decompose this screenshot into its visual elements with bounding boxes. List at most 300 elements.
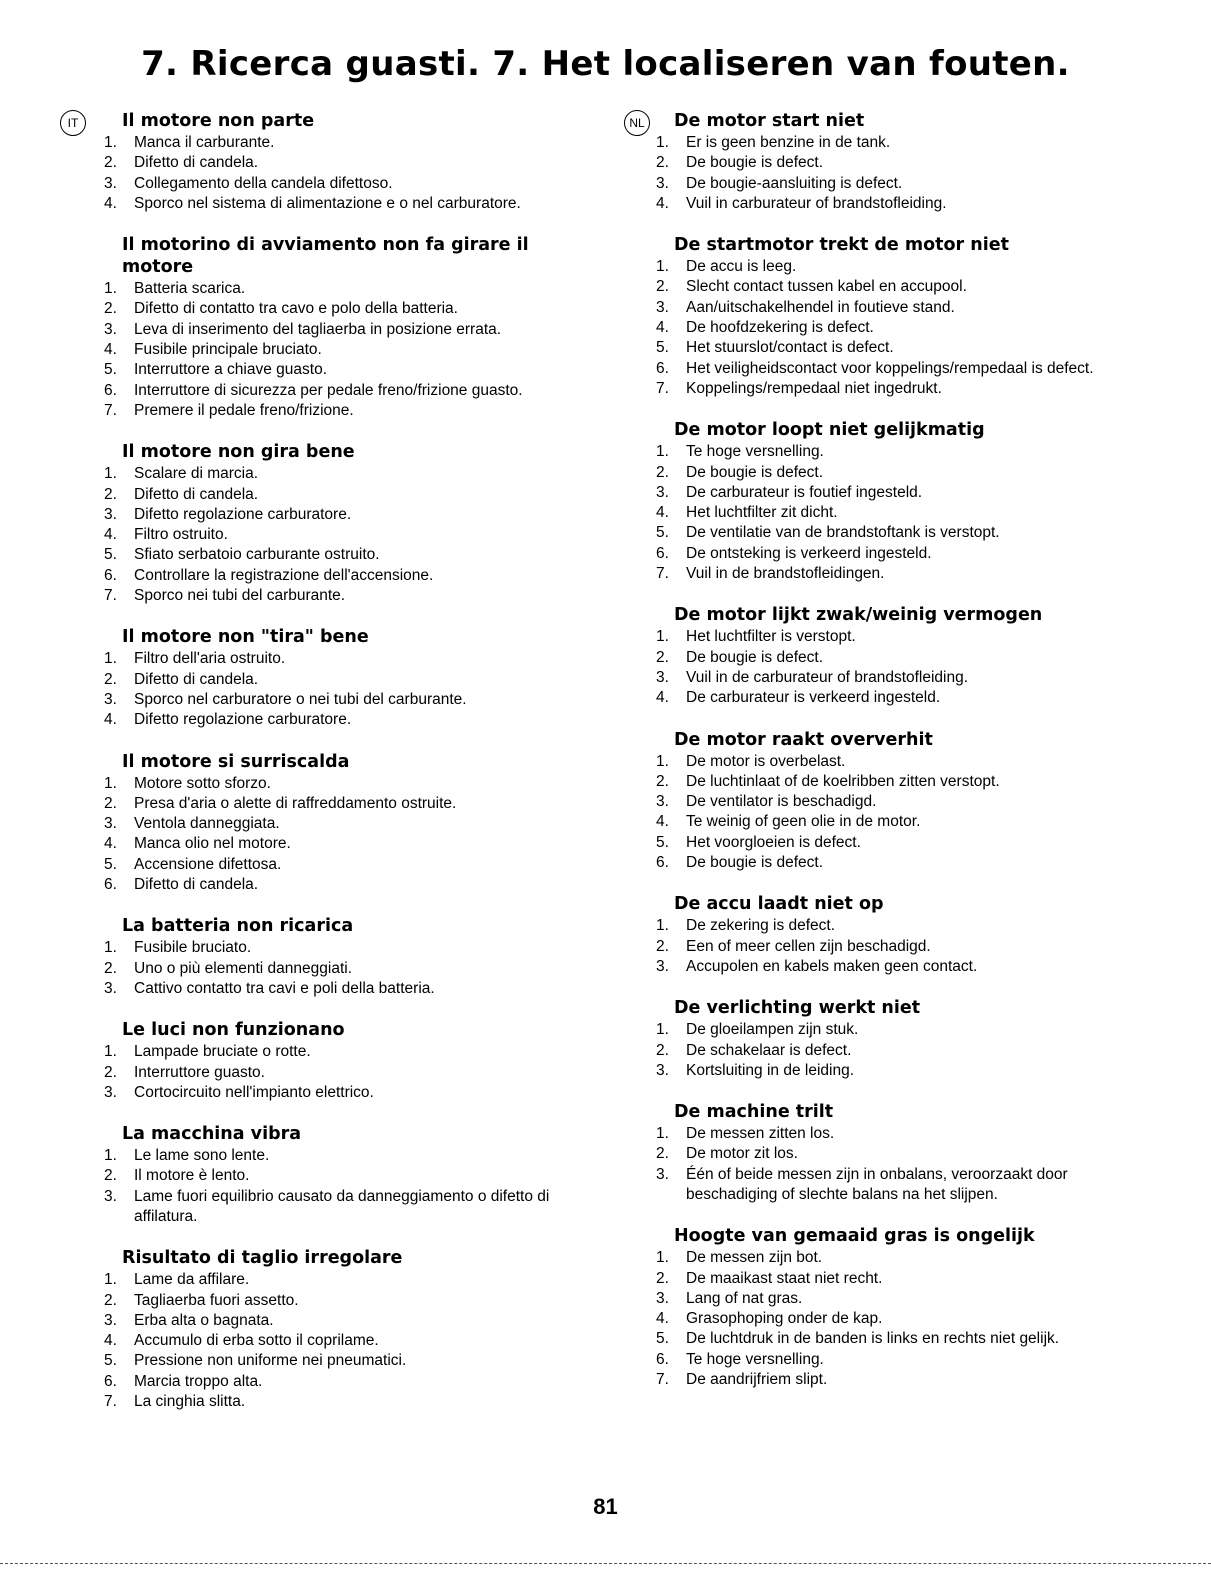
item-text: De carburateur is foutief ingesteld.	[686, 483, 923, 501]
item-number: 1.	[104, 939, 117, 957]
cause-item	[104, 1063, 584, 1083]
item-number: 3.	[104, 1083, 117, 1101]
cause-item	[656, 648, 1146, 668]
item-number: 4.	[104, 526, 117, 544]
item-text: Filtro dell'aria ostruito.	[134, 650, 286, 668]
cause-item	[104, 1291, 584, 1311]
item-text: De motor zit los.	[686, 1145, 798, 1163]
item-number: 3.	[656, 483, 669, 501]
item-number: 1.	[656, 258, 669, 276]
cause-item	[656, 853, 1146, 873]
cause-item	[656, 1309, 1146, 1329]
item-number: 1.	[656, 443, 669, 461]
troubleshooting-section	[656, 234, 1146, 399]
item-text: Manca il carburante.	[134, 134, 275, 151]
item-text: Te weinig of geen olie in de motor.	[686, 813, 921, 831]
cause-item	[104, 1311, 584, 1331]
item-number: 7.	[104, 587, 117, 605]
section-title: De motor start niet	[674, 111, 865, 131]
item-number: 3.	[656, 298, 669, 316]
item-number: 3.	[104, 174, 117, 192]
troubleshooting-section	[656, 110, 1146, 214]
cause-item	[656, 1370, 1146, 1390]
item-text: Het voorgloeien is defect.	[686, 833, 861, 851]
item-number: 5.	[104, 855, 117, 873]
item-text: Een of meer cellen zijn beschadigd.	[686, 937, 931, 955]
cause-item	[656, 1020, 1146, 1040]
section-title: De machine trilt	[674, 1102, 834, 1123]
troubleshooting-section	[104, 234, 584, 421]
cause-item	[656, 627, 1146, 647]
item-number: 3.	[656, 793, 669, 811]
item-text: Manca olio nel motore.	[134, 835, 291, 853]
item-number: 1.	[656, 752, 669, 770]
item-number: 5.	[656, 833, 669, 851]
item-text: Premere il pedale freno/frizione.	[134, 401, 354, 419]
item-number: 2.	[656, 648, 669, 666]
item-number: 6.	[656, 854, 669, 872]
cause-item	[656, 772, 1146, 792]
section-title: Il motore non "tira" bene	[122, 627, 369, 648]
item-text: Difetto di contatto tra cavo e polo della batteria.	[134, 300, 458, 318]
cause-item	[656, 1144, 1146, 1164]
item-number: 7.	[656, 565, 669, 583]
item-text: Controllare la registrazione dell'accensione.	[134, 566, 434, 584]
item-number: 1.	[104, 1043, 117, 1061]
item-number: 4.	[656, 504, 669, 522]
item-number: 5.	[104, 546, 117, 564]
section-title: Il motore si surriscalda	[122, 751, 350, 772]
troubleshooting-section	[104, 1019, 584, 1103]
section-title: Risultato di taglio irregolare	[122, 1248, 403, 1269]
cause-item	[104, 1083, 584, 1103]
cause-item	[104, 774, 584, 794]
item-text: Scalare di marcia.	[134, 465, 259, 483]
item-text: De bougie-aansluiting is defect.	[686, 174, 903, 192]
item-number: 4.	[656, 319, 669, 337]
item-number: 3.	[104, 320, 117, 338]
section-title: De startmotor trekt de motor niet	[674, 235, 1009, 256]
item-text: Difetto di candela.	[134, 876, 259, 894]
cause-item	[656, 257, 1146, 277]
cause-item	[656, 1124, 1146, 1144]
cause-item	[656, 1329, 1146, 1349]
item-text: Collegamento della candela difettoso.	[134, 174, 393, 192]
cause-item	[656, 1269, 1146, 1289]
cause-item	[104, 464, 584, 484]
cause-item	[104, 690, 584, 710]
item-text: Aan/uitschakelhendel in foutieve stand.	[686, 298, 955, 316]
item-text: De aandrijfriem slipt.	[686, 1371, 828, 1389]
item-text: Interruttore guasto.	[134, 1063, 265, 1081]
item-number: 1.	[656, 917, 669, 935]
cause-item	[104, 566, 584, 586]
item-number: 3.	[656, 1289, 669, 1307]
cause-item	[104, 1270, 584, 1290]
item-number: 2.	[656, 463, 669, 481]
item-number: 6.	[104, 1372, 117, 1390]
item-number: 5.	[656, 524, 669, 542]
item-number: 1.	[104, 1271, 117, 1289]
cause-item	[104, 1372, 584, 1392]
item-number: 2.	[656, 937, 669, 955]
item-number: 1.	[104, 1147, 117, 1165]
cause-item	[104, 586, 584, 606]
troubleshooting-section	[656, 1101, 1146, 1205]
cause-item	[656, 298, 1146, 318]
item-text: Uno o più elementi danneggiati.	[134, 959, 353, 977]
cause-item	[104, 1187, 584, 1228]
item-text: Het stuurslot/contact is defect.	[686, 339, 894, 357]
troubleshooting-section	[656, 997, 1146, 1081]
item-number: 4.	[656, 689, 669, 707]
cause-item	[104, 525, 584, 545]
item-text: Vuil in de brandstofleidingen.	[686, 565, 885, 583]
item-number: 5.	[656, 339, 669, 357]
item-text: De luchtinlaat of de koelribben zitten verstopt.	[686, 772, 1000, 790]
item-number: 3.	[104, 505, 117, 523]
item-number: 2.	[104, 959, 117, 977]
item-text: Te hoge versnelling.	[686, 443, 824, 461]
cause-item	[656, 1041, 1146, 1061]
item-number: 3.	[656, 957, 669, 975]
cause-item	[104, 938, 584, 958]
item-text: Grasophoping onder de kap.	[686, 1310, 883, 1328]
page-title: 7. Ricerca guasti. 7. Het localiseren van fouten.	[141, 44, 1070, 84]
item-number: 1.	[656, 1125, 669, 1143]
item-number: 2.	[656, 1041, 669, 1059]
item-text: Accupolen en kabels maken geen contact.	[686, 957, 978, 975]
item-text: Leva di inserimento del tagliaerba in posizione errata.	[134, 320, 502, 338]
cause-item	[656, 1289, 1146, 1309]
cause-item	[104, 1042, 584, 1062]
item-number: 1.	[656, 134, 669, 151]
cause-item	[104, 279, 584, 299]
item-text: Le lame sono lente.	[134, 1147, 270, 1165]
cause-item	[104, 649, 584, 669]
item-number: 2.	[104, 1291, 117, 1309]
troubleshooting-section	[656, 419, 1146, 584]
cause-item	[656, 792, 1146, 812]
cause-item	[656, 937, 1146, 957]
troubleshooting-section	[104, 626, 584, 730]
section-title: La macchina vibra	[122, 1124, 302, 1145]
italian-column	[104, 110, 584, 1432]
cause-item	[656, 812, 1146, 832]
item-number: 6.	[656, 544, 669, 562]
cause-item	[656, 359, 1146, 379]
item-text: De accu is leeg.	[686, 258, 797, 276]
item-number: 3.	[104, 1311, 117, 1329]
item-text: Lampade bruciate o rotte.	[134, 1043, 311, 1061]
item-text: Erba alta o bagnata.	[134, 1311, 274, 1329]
item-number: 3.	[656, 174, 669, 192]
item-text: Cortocircuito nell'impianto elettrico.	[134, 1083, 374, 1101]
cause-item	[656, 174, 1146, 194]
item-text: Één of beide messen zijn in onbalans, veroorzaakt door beschadiging of slechte balans na het slijpen.	[686, 1165, 1068, 1203]
cause-item	[656, 442, 1146, 462]
troubleshooting-section	[104, 441, 584, 606]
item-text: Het luchtfilter is verstopt.	[686, 628, 856, 646]
item-text: Interruttore di sicurezza per pedale freno/frizione guasto.	[134, 381, 523, 399]
item-text: Ventola danneggiata.	[134, 815, 280, 833]
item-number: 7.	[104, 401, 117, 419]
cause-item	[656, 957, 1146, 977]
cause-list	[104, 133, 584, 214]
cause-item	[656, 379, 1146, 399]
item-text: Het luchtfilter zit dicht.	[686, 504, 838, 522]
item-number: 7.	[656, 1371, 669, 1389]
item-number: 4.	[656, 1310, 669, 1328]
item-text: De messen zitten los.	[686, 1125, 835, 1143]
item-text: De motor is overbelast.	[686, 752, 846, 770]
item-number: 2.	[656, 278, 669, 296]
item-number: 2.	[104, 300, 117, 318]
cause-item	[104, 794, 584, 814]
item-number: 1.	[656, 628, 669, 646]
item-text: Marcia troppo alta.	[134, 1372, 263, 1390]
item-text: Koppelings/rempedaal niet ingedrukt.	[686, 379, 942, 397]
cause-list	[104, 774, 584, 896]
item-text: Il motore è lento.	[134, 1167, 250, 1185]
section-title: De motor lijkt zwak/weinig vermogen	[674, 605, 1043, 626]
cause-item	[104, 194, 584, 214]
section-title: De accu laadt niet op	[674, 894, 884, 915]
page-number: 81	[593, 1494, 618, 1519]
section-title: La batteria non ricarica	[122, 916, 354, 937]
item-number: 4.	[656, 194, 669, 212]
cause-item	[656, 1165, 1146, 1206]
troubleshooting-section	[104, 751, 584, 896]
cause-list	[656, 627, 1146, 708]
item-text: Fusibile bruciato.	[134, 939, 252, 957]
item-number: 1.	[104, 134, 117, 151]
item-text: Tagliaerba fuori assetto.	[134, 1291, 299, 1309]
cause-list	[104, 649, 584, 730]
item-number: 3.	[656, 1165, 669, 1183]
item-text: Slecht contact tussen kabel en accupool.	[686, 278, 967, 296]
cause-list	[656, 257, 1146, 399]
item-number: 5.	[656, 1330, 669, 1348]
item-number: 2.	[104, 1167, 117, 1185]
cause-item	[656, 916, 1146, 936]
cause-item	[104, 1331, 584, 1351]
item-number: 1.	[104, 650, 117, 668]
item-text: Kortsluiting in de leiding.	[686, 1061, 855, 1079]
cause-item	[104, 979, 584, 999]
page-bottom-divider	[0, 1563, 1211, 1564]
item-text: De maaikast staat niet recht.	[686, 1269, 883, 1287]
item-text: De ventilator is beschadigd.	[686, 793, 877, 811]
item-number: 4.	[656, 813, 669, 831]
item-number: 5.	[104, 1352, 117, 1370]
item-text: Sporco nei tubi del carburante.	[134, 587, 346, 605]
item-number: 1.	[656, 1021, 669, 1039]
troubleshooting-section	[104, 110, 584, 214]
cause-item	[104, 360, 584, 380]
item-text: Motore sotto sforzo.	[134, 774, 271, 792]
item-number: 2.	[104, 670, 117, 688]
cause-list	[656, 1124, 1146, 1205]
cause-item	[104, 381, 584, 401]
troubleshooting-section	[656, 893, 1146, 977]
item-number: 2.	[656, 1145, 669, 1163]
item-number: 2.	[104, 154, 117, 172]
item-number: 1.	[104, 774, 117, 792]
cause-list	[104, 464, 584, 606]
item-number: 6.	[104, 566, 117, 584]
cause-item	[656, 318, 1146, 338]
item-text: Accensione difettosa.	[134, 855, 282, 873]
item-text: De hoofdzekering is defect.	[686, 319, 874, 337]
item-text: Filtro ostruito.	[134, 526, 228, 544]
item-text: Te hoge versnelling.	[686, 1350, 824, 1368]
troubleshooting-section	[104, 915, 584, 999]
cause-list	[104, 1146, 584, 1227]
item-text: Sporco nel carburatore o nei tubi del carburante.	[134, 690, 467, 708]
item-text: Er is geen benzine in de tank.	[686, 134, 891, 151]
cause-item	[104, 834, 584, 854]
cause-list	[104, 1042, 584, 1103]
section-title: Il motore non gira bene	[122, 442, 355, 463]
item-text: Lang of nat gras.	[686, 1289, 803, 1307]
item-text: La cinghia slitta.	[134, 1393, 246, 1411]
item-text: Difetto regolazione carburatore.	[134, 505, 352, 523]
item-number: 4.	[104, 1332, 117, 1350]
item-text: De schakelaar is defect.	[686, 1041, 852, 1059]
cause-item	[656, 133, 1146, 153]
item-text: Sporco nel sistema di alimentazione e o nel carburatore.	[134, 194, 521, 212]
cause-list	[104, 279, 584, 421]
item-number: 6.	[104, 876, 117, 894]
cause-list	[104, 938, 584, 999]
cause-item	[104, 814, 584, 834]
item-number: 4.	[104, 194, 117, 212]
item-text: Difetto regolazione carburatore.	[134, 711, 352, 729]
section-title: Il motorino di avviamento non fa girare il motore	[122, 235, 529, 278]
cause-item	[104, 545, 584, 565]
cause-item	[104, 485, 584, 505]
cause-list	[656, 1248, 1146, 1390]
item-number: 3.	[656, 1061, 669, 1079]
cause-item	[104, 133, 584, 153]
item-number: 6.	[104, 381, 117, 399]
item-number: 7.	[656, 379, 669, 397]
cause-item	[656, 564, 1146, 584]
cause-item	[656, 752, 1146, 772]
cause-item	[104, 1351, 584, 1371]
troubleshooting-section	[656, 1225, 1146, 1390]
item-number: 3.	[656, 668, 669, 686]
cause-list	[656, 442, 1146, 584]
section-title: De verlichting werkt niet	[674, 998, 921, 1019]
cause-item	[656, 1061, 1146, 1081]
item-number: 2.	[104, 1063, 117, 1081]
item-text: De zekering is defect.	[686, 917, 836, 935]
troubleshooting-section	[656, 604, 1146, 708]
cause-item	[104, 1392, 584, 1412]
item-number: 3.	[104, 815, 117, 833]
item-text: Accumulo di erba sotto il coprilame.	[134, 1332, 379, 1350]
cause-list	[656, 752, 1146, 874]
item-text: Batteria scarica.	[134, 280, 246, 298]
item-number: 7.	[104, 1393, 117, 1411]
cause-item	[104, 670, 584, 690]
item-number: 6.	[656, 1350, 669, 1368]
item-text: Presa d'aria o alette di raffreddamento ostruite.	[134, 794, 457, 812]
item-number: 5.	[104, 361, 117, 379]
item-text: Vuil in de carburateur of brandstofleiding.	[686, 668, 969, 686]
dutch-language-icon: NL	[624, 110, 650, 136]
cause-item	[104, 505, 584, 525]
cause-item	[656, 1350, 1146, 1370]
item-number: 6.	[656, 359, 669, 377]
cause-item	[104, 340, 584, 360]
item-number: 4.	[104, 341, 117, 359]
cause-item	[104, 855, 584, 875]
cause-item	[104, 174, 584, 194]
section-title: De motor loopt niet gelijkmatig	[674, 420, 985, 441]
section-title: Hoogte van gemaaid gras is ongelijk	[674, 1226, 1035, 1247]
cause-item	[104, 299, 584, 319]
cause-item	[656, 523, 1146, 543]
item-text: Fusibile principale bruciato.	[134, 341, 322, 359]
section-title: Il motore non parte	[122, 111, 315, 131]
item-text: Lame da affilare.	[134, 1271, 250, 1289]
cause-item	[104, 1166, 584, 1186]
cause-item	[656, 463, 1146, 483]
cause-item	[104, 320, 584, 340]
cause-item	[656, 153, 1146, 173]
item-text: Het veiligheidscontact voor koppelings/rempedaal is defect.	[686, 359, 1094, 377]
cause-item	[104, 875, 584, 895]
cause-item	[104, 1146, 584, 1166]
cause-item	[656, 668, 1146, 688]
item-number: 3.	[104, 979, 117, 997]
item-number: 2.	[104, 485, 117, 503]
item-text: De bougie is defect.	[686, 648, 824, 666]
cause-item	[656, 483, 1146, 503]
item-text: De ventilatie van de brandstoftank is verstopt.	[686, 524, 1000, 542]
cause-item	[104, 401, 584, 421]
cause-list	[656, 1020, 1146, 1081]
item-text: De gloeilampen zijn stuk.	[686, 1021, 859, 1039]
item-number: 1.	[656, 1249, 669, 1267]
item-text: De bougie is defect.	[686, 463, 824, 481]
item-text: De messen zijn bot.	[686, 1249, 823, 1267]
item-text: Difetto di candela.	[134, 154, 259, 172]
section-title: Le luci non funzionano	[122, 1020, 345, 1041]
cause-list	[656, 916, 1146, 977]
troubleshooting-section	[104, 1247, 584, 1412]
cause-item	[656, 277, 1146, 297]
item-number: 2.	[656, 772, 669, 790]
item-text: Lame fuori equilibrio causato da danneggiamento o difetto di affilatura.	[134, 1187, 550, 1225]
cause-item	[104, 153, 584, 173]
item-text: De ontsteking is verkeerd ingesteld.	[686, 544, 932, 562]
item-text: Vuil in carburateur of brandstofleiding.	[686, 194, 947, 212]
item-number: 4.	[104, 711, 117, 729]
cause-item	[656, 688, 1146, 708]
italian-language-icon: IT	[60, 110, 86, 136]
troubleshooting-section	[656, 729, 1146, 874]
cause-item	[104, 710, 584, 730]
cause-item	[656, 544, 1146, 564]
item-number: 1.	[104, 465, 117, 483]
troubleshooting-section	[104, 1123, 584, 1227]
cause-item	[656, 833, 1146, 853]
item-text: Sfiato serbatoio carburante ostruito.	[134, 546, 380, 564]
